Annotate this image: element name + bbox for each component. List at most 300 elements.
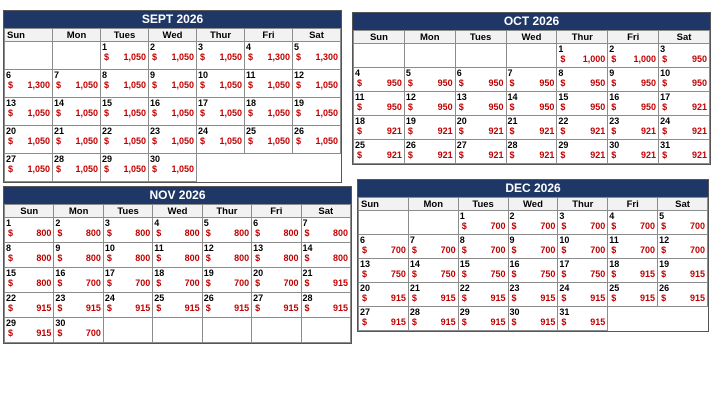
currency-symbol: $	[357, 78, 363, 88]
day-cell[interactable]	[293, 98, 341, 126]
day-cell[interactable]	[103, 293, 152, 318]
currency-symbol: $	[200, 80, 206, 90]
day-number: 18	[246, 98, 257, 108]
weekday-header: Mon	[404, 31, 455, 44]
day-cell[interactable]	[506, 140, 557, 164]
day-price	[245, 136, 292, 146]
day-cell[interactable]	[301, 243, 350, 268]
weekday-header: Thur	[197, 29, 245, 42]
day-price	[459, 269, 508, 279]
day-cell[interactable]	[202, 293, 251, 318]
price-amount: 1,050	[267, 108, 290, 118]
currency-symbol: $	[106, 253, 112, 263]
day-cell[interactable]	[252, 293, 301, 318]
calendar-sept-2026	[3, 10, 342, 183]
day-cell[interactable]	[608, 116, 659, 140]
day-price	[252, 253, 300, 263]
day-price	[659, 150, 709, 160]
day-cell[interactable]	[5, 293, 54, 318]
currency-symbol: $	[411, 293, 417, 303]
day-cell[interactable]	[54, 218, 103, 243]
day-cell[interactable]	[458, 307, 508, 331]
day-price	[101, 52, 148, 62]
day-price	[558, 245, 607, 255]
day-number: 5	[294, 42, 300, 52]
currency-symbol: $	[200, 108, 206, 118]
day-cell[interactable]	[506, 116, 557, 140]
day-cell[interactable]	[153, 218, 202, 243]
day-number: 23	[509, 283, 520, 293]
empty-day-cell	[153, 318, 202, 343]
day-price	[149, 164, 196, 174]
day-price	[302, 253, 350, 263]
day-cell[interactable]	[252, 268, 301, 293]
day-number: 26	[294, 126, 305, 136]
day-price	[5, 303, 53, 313]
day-number: 23	[150, 126, 161, 136]
day-cell[interactable]	[458, 211, 508, 235]
day-number: 30	[55, 318, 66, 328]
day-price	[405, 102, 455, 112]
day-number: 8	[459, 235, 465, 245]
currency-symbol: $	[357, 102, 363, 112]
price-amount: 1,000	[582, 54, 606, 64]
day-price	[252, 228, 300, 238]
day-cell[interactable]	[252, 218, 301, 243]
day-price	[509, 293, 558, 303]
day-cell[interactable]	[359, 259, 409, 283]
day-price	[557, 54, 607, 64]
empty-day-cell	[202, 318, 251, 343]
price-amount: 915	[540, 317, 556, 327]
currency-symbol: $	[511, 245, 517, 255]
day-price	[456, 126, 506, 136]
day-cell[interactable]	[293, 126, 341, 154]
day-number: 20	[6, 126, 17, 136]
price-amount: 1,050	[219, 52, 242, 62]
day-cell[interactable]	[408, 235, 458, 259]
day-cell[interactable]	[608, 235, 658, 259]
currency-symbol: $	[248, 108, 254, 118]
day-number: 10	[104, 243, 115, 253]
empty-day-cell	[354, 44, 405, 68]
day-cell[interactable]	[658, 211, 708, 235]
currency-symbol: $	[411, 269, 417, 279]
day-number: 30	[609, 140, 620, 150]
weekday-header: Tues	[101, 29, 149, 42]
day-cell[interactable]	[359, 307, 409, 331]
currency-symbol: $	[407, 126, 413, 136]
currency-symbol: $	[106, 278, 112, 288]
currency-symbol: $	[304, 278, 310, 288]
currency-symbol: $	[104, 52, 110, 62]
day-price	[409, 269, 458, 279]
price-amount: 1,050	[75, 108, 98, 118]
day-cell[interactable]	[608, 68, 659, 92]
price-amount: 921	[386, 126, 402, 136]
day-cell[interactable]	[404, 116, 455, 140]
day-number: 4	[154, 218, 160, 228]
day-number: 4	[609, 211, 615, 221]
day-cell[interactable]	[455, 116, 506, 140]
day-number: 11	[355, 92, 365, 102]
day-cell[interactable]	[408, 307, 458, 331]
day-cell[interactable]	[659, 68, 710, 92]
currency-symbol: $	[152, 108, 158, 118]
calendar-title: OCT 2026	[353, 13, 710, 30]
week-row	[5, 154, 341, 182]
day-price	[54, 303, 102, 313]
price-amount: 921	[539, 126, 555, 136]
day-number: 16	[55, 268, 66, 278]
day-price	[459, 245, 508, 255]
currency-symbol: $	[511, 293, 517, 303]
day-cell[interactable]	[5, 268, 54, 293]
day-cell[interactable]	[197, 70, 245, 98]
day-cell[interactable]	[508, 235, 558, 259]
weekday-header: Fri	[608, 198, 658, 211]
day-cell[interactable]	[458, 235, 508, 259]
currency-symbol: $	[461, 245, 467, 255]
day-price	[104, 303, 152, 313]
day-price	[5, 328, 53, 338]
day-price	[302, 278, 350, 288]
price-amount: 915	[590, 317, 606, 327]
day-cell[interactable]	[197, 98, 245, 126]
day-price	[459, 317, 508, 327]
day-cell[interactable]	[149, 70, 197, 98]
day-cell[interactable]	[608, 211, 658, 235]
weekday-header: Thur	[558, 198, 608, 211]
day-cell[interactable]	[53, 126, 101, 154]
day-price	[658, 245, 707, 255]
day-cell[interactable]	[558, 283, 608, 307]
day-cell[interactable]	[54, 268, 103, 293]
price-amount: 1,050	[315, 80, 338, 90]
price-amount: 700	[590, 245, 606, 255]
day-cell[interactable]	[245, 126, 293, 154]
day-cell[interactable]	[557, 140, 608, 164]
price-amount: 915	[689, 269, 705, 279]
price-amount: 1,300	[27, 80, 50, 90]
day-number: 20	[253, 268, 264, 278]
day-cell[interactable]	[557, 44, 608, 68]
weekday-header: Wed	[149, 29, 197, 42]
day-price	[149, 80, 196, 90]
day-cell[interactable]	[5, 70, 53, 98]
currency-symbol: $	[611, 54, 617, 64]
day-price	[5, 278, 53, 288]
day-cell[interactable]	[153, 243, 202, 268]
day-cell[interactable]	[558, 307, 608, 331]
price-amount: 921	[386, 150, 402, 160]
day-cell[interactable]	[404, 68, 455, 92]
day-cell[interactable]	[293, 70, 341, 98]
day-price	[293, 52, 340, 62]
day-cell[interactable]	[506, 92, 557, 116]
day-price	[658, 221, 707, 231]
day-price	[5, 80, 52, 90]
day-number: 6	[360, 235, 366, 245]
day-cell[interactable]	[5, 98, 53, 126]
weekday-header: Fri	[252, 205, 301, 218]
day-cell[interactable]	[101, 126, 149, 154]
day-cell[interactable]	[197, 42, 245, 70]
currency-symbol: $	[561, 293, 567, 303]
day-cell[interactable]	[53, 70, 101, 98]
day-cell[interactable]	[101, 154, 149, 182]
day-cell[interactable]	[5, 126, 53, 154]
currency-symbol: $	[407, 78, 413, 88]
currency-symbol: $	[8, 278, 14, 288]
day-cell[interactable]	[149, 42, 197, 70]
price-amount: 950	[386, 102, 402, 112]
weekday-header: Tues	[103, 205, 152, 218]
day-price	[459, 293, 508, 303]
currency-symbol: $	[362, 293, 368, 303]
currency-symbol: $	[661, 269, 667, 279]
day-cell[interactable]	[455, 92, 506, 116]
currency-symbol: $	[57, 278, 63, 288]
day-price	[608, 78, 658, 88]
day-price	[104, 253, 152, 263]
day-cell[interactable]	[558, 259, 608, 283]
day-cell[interactable]	[101, 98, 149, 126]
currency-symbol: $	[611, 78, 617, 88]
currency-symbol: $	[200, 52, 206, 62]
calendar-nov-2026	[3, 186, 352, 344]
day-price	[557, 78, 607, 88]
day-cell[interactable]	[557, 68, 608, 92]
day-cell[interactable]	[558, 235, 608, 259]
day-cell[interactable]	[252, 243, 301, 268]
day-cell[interactable]	[53, 154, 101, 182]
day-price	[104, 228, 152, 238]
day-cell[interactable]	[354, 140, 405, 164]
calendar-title: SEPT 2026	[4, 11, 341, 28]
day-price	[302, 228, 350, 238]
currency-symbol: $	[56, 164, 62, 174]
currency-symbol: $	[662, 150, 668, 160]
day-cell[interactable]	[455, 68, 506, 92]
day-cell[interactable]	[197, 126, 245, 154]
day-cell[interactable]	[301, 293, 350, 318]
day-cell[interactable]	[153, 268, 202, 293]
day-price	[608, 293, 657, 303]
price-amount: 700	[640, 245, 656, 255]
price-amount: 800	[283, 253, 299, 263]
day-cell[interactable]	[202, 218, 251, 243]
currency-symbol: $	[662, 54, 668, 64]
day-cell[interactable]	[557, 116, 608, 140]
day-cell[interactable]	[149, 154, 197, 182]
day-cell[interactable]	[408, 283, 458, 307]
day-cell[interactable]	[608, 44, 659, 68]
weekday-header: Mon	[54, 205, 103, 218]
day-cell[interactable]	[245, 98, 293, 126]
price-amount: 1,050	[315, 136, 338, 146]
price-amount: 750	[490, 269, 506, 279]
currency-symbol: $	[661, 245, 667, 255]
day-price	[153, 278, 201, 288]
day-cell[interactable]	[659, 116, 710, 140]
price-amount: 800	[234, 228, 250, 238]
price-amount: 700	[440, 245, 456, 255]
day-price	[252, 303, 300, 313]
day-number: 6	[6, 70, 12, 80]
day-cell[interactable]	[54, 293, 103, 318]
day-cell[interactable]	[608, 140, 659, 164]
currency-symbol: $	[56, 80, 62, 90]
day-cell[interactable]	[404, 92, 455, 116]
day-cell[interactable]	[245, 70, 293, 98]
day-cell[interactable]	[149, 98, 197, 126]
week-row	[5, 218, 351, 243]
day-price	[245, 80, 292, 90]
day-cell[interactable]	[54, 318, 103, 343]
day-cell[interactable]	[101, 70, 149, 98]
day-cell[interactable]	[5, 218, 54, 243]
day-price	[558, 221, 607, 231]
day-price	[54, 253, 102, 263]
weekday-header: Wed	[153, 205, 202, 218]
day-number: 10	[559, 235, 570, 245]
day-cell[interactable]	[658, 283, 708, 307]
day-number: 13	[253, 243, 264, 253]
day-cell[interactable]	[103, 243, 152, 268]
day-cell[interactable]	[508, 211, 558, 235]
currency-symbol: $	[248, 80, 254, 90]
day-cell[interactable]	[53, 98, 101, 126]
currency-symbol: $	[461, 293, 467, 303]
currency-symbol: $	[661, 293, 667, 303]
day-cell[interactable]	[558, 211, 608, 235]
currency-symbol: $	[8, 136, 14, 146]
price-amount: 915	[36, 303, 52, 313]
day-price	[456, 102, 506, 112]
currency-symbol: $	[248, 136, 254, 146]
day-cell[interactable]	[5, 243, 54, 268]
day-cell[interactable]	[202, 268, 251, 293]
currency-symbol: $	[200, 136, 206, 146]
day-cell[interactable]	[458, 283, 508, 307]
day-cell[interactable]	[245, 42, 293, 70]
currency-symbol: $	[662, 102, 668, 112]
day-cell[interactable]	[202, 243, 251, 268]
day-cell[interactable]	[508, 307, 558, 331]
day-number: 19	[203, 268, 214, 278]
day-number: 6	[253, 218, 259, 228]
currency-symbol: $	[104, 164, 110, 174]
week-row	[5, 293, 351, 318]
day-cell[interactable]	[54, 243, 103, 268]
currency-symbol: $	[8, 108, 14, 118]
day-cell[interactable]	[354, 68, 405, 92]
weekday-header: Mon	[53, 29, 101, 42]
day-cell[interactable]	[557, 92, 608, 116]
day-cell[interactable]	[404, 140, 455, 164]
day-cell[interactable]	[658, 259, 708, 283]
day-cell[interactable]	[359, 235, 409, 259]
day-cell[interactable]	[359, 283, 409, 307]
day-number: 24	[660, 116, 671, 126]
day-number: 14	[409, 259, 420, 269]
day-price	[101, 80, 148, 90]
day-price	[608, 54, 658, 64]
day-price	[608, 269, 657, 279]
empty-day-cell	[608, 307, 658, 331]
day-cell[interactable]	[301, 218, 350, 243]
day-cell[interactable]	[659, 92, 710, 116]
day-number: 16	[150, 98, 161, 108]
day-number: 31	[559, 307, 570, 317]
day-cell[interactable]	[301, 268, 350, 293]
calendar-oct-2026	[352, 12, 711, 165]
day-cell[interactable]	[659, 44, 710, 68]
day-cell[interactable]	[508, 259, 558, 283]
currency-symbol: $	[296, 108, 302, 118]
empty-day-cell	[197, 154, 245, 182]
price-amount: 1,050	[267, 136, 290, 146]
day-cell[interactable]	[293, 42, 341, 70]
day-cell[interactable]	[608, 92, 659, 116]
day-cell[interactable]	[153, 293, 202, 318]
day-cell[interactable]	[658, 235, 708, 259]
day-number: 19	[659, 259, 670, 269]
day-cell[interactable]	[408, 259, 458, 283]
week-row	[354, 92, 710, 116]
day-cell[interactable]	[506, 68, 557, 92]
day-price	[608, 245, 657, 255]
price-amount: 915	[135, 303, 151, 313]
day-cell[interactable]	[458, 259, 508, 283]
day-cell[interactable]	[508, 283, 558, 307]
currency-symbol: $	[8, 303, 14, 313]
day-number: 25	[355, 140, 366, 150]
currency-symbol: $	[296, 52, 302, 62]
day-cell[interactable]	[5, 154, 53, 182]
price-amount: 950	[691, 78, 707, 88]
price-amount: 800	[85, 253, 101, 263]
day-number: 4	[355, 68, 361, 78]
day-cell[interactable]	[354, 116, 405, 140]
currency-symbol: $	[611, 221, 617, 231]
day-cell[interactable]	[608, 259, 658, 283]
price-amount: 1,050	[27, 164, 50, 174]
currency-symbol: $	[255, 303, 261, 313]
week-row	[5, 98, 341, 126]
weekday-header: Mon	[408, 198, 458, 211]
day-cell[interactable]	[5, 318, 54, 343]
day-cell[interactable]	[354, 92, 405, 116]
day-cell[interactable]	[103, 268, 152, 293]
day-cell[interactable]	[103, 218, 152, 243]
day-number: 3	[660, 44, 666, 54]
day-cell[interactable]	[149, 126, 197, 154]
price-amount: 800	[85, 228, 101, 238]
day-cell[interactable]	[455, 140, 506, 164]
currency-symbol: $	[560, 54, 566, 64]
day-cell[interactable]	[659, 140, 710, 164]
day-price	[203, 303, 251, 313]
day-cell[interactable]	[608, 283, 658, 307]
currency-symbol: $	[152, 52, 158, 62]
day-cell[interactable]	[101, 42, 149, 70]
price-amount: 700	[85, 328, 101, 338]
weekday-header: Thur	[202, 205, 251, 218]
currency-symbol: $	[104, 80, 110, 90]
day-price	[53, 136, 100, 146]
